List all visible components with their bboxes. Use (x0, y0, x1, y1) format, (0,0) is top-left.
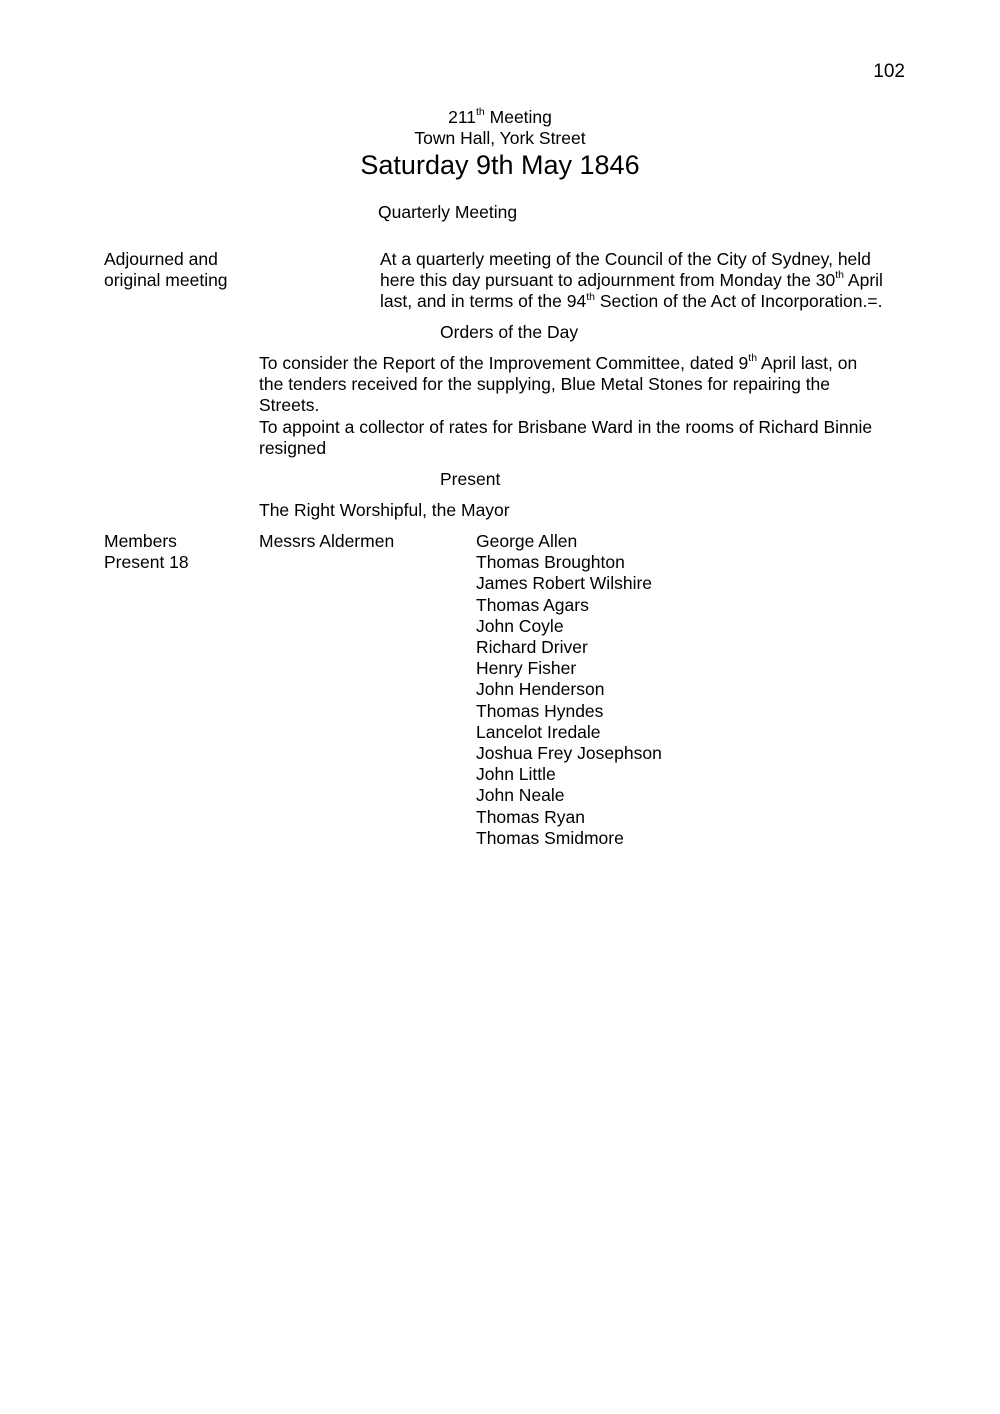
page-number: 102 (873, 61, 905, 82)
aldermen-label: Messrs Aldermen (259, 531, 395, 551)
order-item-1-tail: April last, on (757, 353, 858, 373)
intro-line-1: At a quarterly meeting of the Council of the City of Sydney, held (380, 249, 871, 269)
alderman-name: John Henderson (476, 679, 605, 700)
alderman-name: Thomas Hyndes (476, 700, 604, 721)
alderman-name: Lancelot Iredale (476, 721, 601, 742)
meeting-word: Meeting (484, 107, 552, 127)
order-item-1-text: To consider the Report of the Improvement Committee, dated 9 (259, 353, 749, 373)
margin-note-adjourned (104, 249, 228, 291)
meeting-number-heading (0, 107, 1000, 128)
intro-line-3-text: last, and in terms of the 94 (380, 291, 587, 312)
present-heading: Present (440, 469, 501, 489)
orders-of-the-day (259, 353, 929, 459)
ordinal-suffix: th (748, 352, 758, 365)
meeting-type: Quarterly Meeting (378, 202, 518, 222)
order-item-2-line-2: resigned (259, 437, 327, 458)
alderman-name: John Coyle (476, 615, 564, 636)
ordinal-suffix: th (586, 290, 595, 303)
orders-of-the-day-heading: Orders of the Day (440, 322, 579, 342)
order-item-1-line-3: Streets. (259, 395, 320, 416)
alderman-name: George Allen (476, 531, 578, 551)
alderman-name: Thomas Ryan (476, 806, 585, 827)
alderman-name: Henry Fisher (476, 658, 577, 679)
intro-line-3-tail: Section of the Act of Incorporation.=. (595, 291, 883, 312)
order-item-1-line-1 (259, 353, 929, 374)
aldermen-list (476, 531, 662, 849)
meeting-date: Saturday 9th May 1846 (360, 150, 640, 180)
margin-note-members-present (104, 531, 189, 573)
meeting-number-suffix: th (476, 106, 485, 119)
alderman-name: Thomas Broughton (476, 552, 625, 573)
intro-line-2 (380, 270, 925, 291)
alderman-name: Richard Driver (476, 637, 588, 658)
meeting-number: 211 (448, 107, 476, 127)
order-item-1-line-2: the tenders received for the supplying, Blue Metal Stones for repairing the (259, 374, 831, 395)
alderman-name: John Little (476, 764, 556, 785)
alderman-name: James Robert Wilshire (476, 573, 653, 594)
alderman-name: Thomas Agars (476, 594, 589, 615)
alderman-name: John Neale (476, 785, 565, 806)
intro-line-3 (380, 291, 925, 312)
intro-paragraph (380, 249, 925, 313)
margin-note-line: Present 18 (104, 552, 189, 573)
margin-note-line: Adjourned and (104, 249, 218, 269)
mayor-line: The Right Worshipful, the Mayor (259, 500, 510, 520)
intro-line-2-tail: April (844, 270, 883, 291)
alderman-name: Thomas Smidmore (476, 827, 624, 848)
meeting-location: Town Hall, York Street (414, 128, 586, 148)
margin-note-line: Members (104, 531, 177, 551)
intro-line-2-text: here this day pursuant to adjournment from Monday the 30 (380, 270, 836, 291)
margin-note-line: original meeting (104, 270, 228, 291)
order-item-2-line-1: To appoint a collector of rates for Brisbane Ward in the rooms of Richard Binnie (259, 416, 873, 437)
ordinal-suffix: th (835, 269, 845, 282)
alderman-name: Joshua Frey Josephson (476, 743, 662, 764)
